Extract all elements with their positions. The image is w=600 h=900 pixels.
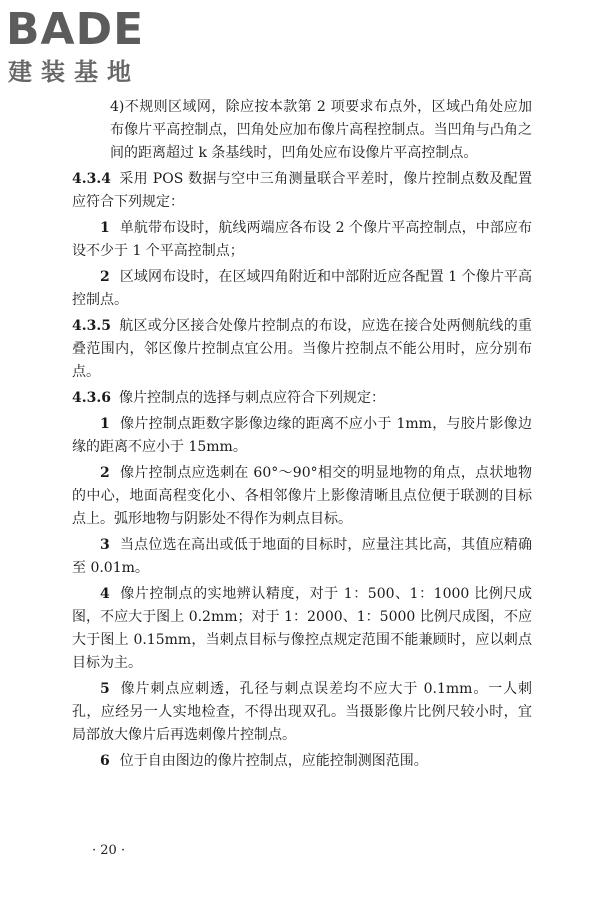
item-number: 1 bbox=[100, 416, 110, 432]
item-text: 位于自由图边的像片控制点，应能控制测图范围。 bbox=[119, 753, 428, 769]
clause-number: 4.3.5 bbox=[72, 318, 111, 334]
item-number: 5 bbox=[100, 681, 110, 697]
item-text: 像片控制点的实地辨认精度，对于 1：500、1：1000 比例尺成图，不应大于图上 0.2mm；对于 1：2000、1：5000 比例尺成图，不应大于图上 0.15mm，当刺点目标与像控点规定范围不能兼顾时，应以刺点目标为主。 bbox=[72, 586, 532, 671]
clause-4-3-5 bbox=[72, 315, 532, 384]
item-number: 2 bbox=[100, 269, 110, 285]
clause-4-3-4 bbox=[72, 168, 532, 214]
item-text: 像片控制点应选刺在 60°～90°相交的明显地物的角点，点状地物的中心，地面高程变化小、各相邻像片上影像清晰且点位便于联测的目标点上。弧形地物与阴影处不得作为刺点目标。 bbox=[72, 465, 532, 527]
item-text: 像片控制点距数字影像边缘的距离不应小于 1mm，与胶片影像边缘的距离不应小于 15mm。 bbox=[72, 416, 532, 455]
item-text: 单航带布设时，航线两端应各布设 2 个像片平高控制点，中部应布设不少于 1 个平高控制点； bbox=[72, 220, 532, 259]
clause-4-3-6-item-5 bbox=[72, 678, 532, 747]
clause-4-3-6 bbox=[72, 387, 532, 410]
clause-text: 采用 POS 数据与空中三角测量联合平差时，像片控制点数及配置应符合下列规定： bbox=[72, 171, 532, 210]
clause-4-3-6-item-3 bbox=[72, 534, 532, 580]
clause-4-3-6-item-4 bbox=[72, 583, 532, 675]
item-number: 6 bbox=[100, 753, 110, 769]
sub-item-text: 不规则区域网，除应按本款第 2 项要求布点外，区域凸角处应加布像片平高控制点，凹角处应加布像片高程控制点。当凹角与凸角之间的距离超过 k 条基线时，凹角处应布设像片平高控制点。 bbox=[110, 99, 532, 161]
clause-4-3-4-item-2 bbox=[72, 266, 532, 312]
clause-4-3-6-item-1 bbox=[72, 413, 532, 459]
brand-logo bbox=[6, 4, 176, 90]
item-text: 像片刺点应刺透，孔径与刺点误差均不应大于 0.1mm。一人刺孔，应经另一人实地检查，不得出现双孔。当摄影像片比例尺较小时，宜局部放大像片后再选刺像片控制点。 bbox=[72, 681, 532, 743]
logo-subtitle: 建装基地 bbox=[8, 58, 140, 86]
clause-text: 航区或分区接合处像片控制点的布设，应选在接合处两侧航线的重叠范围内，邻区像片控制点宜公用。当像片控制点不能公用时，应分别布点。 bbox=[72, 318, 532, 380]
document-body bbox=[72, 96, 532, 773]
sub-item-4 bbox=[72, 96, 532, 165]
item-text: 区域网布设时，在区域四角附近和中部附近应各配置 1 个像片平高控制点。 bbox=[72, 269, 532, 308]
item-number: 2 bbox=[100, 465, 110, 481]
clause-4-3-4-item-1 bbox=[72, 217, 532, 263]
logo-wordmark: BADE bbox=[6, 4, 145, 55]
clause-text: 像片控制点的选择与刺点应符合下列规定： bbox=[118, 390, 385, 406]
clause-4-3-6-item-2 bbox=[72, 462, 532, 531]
clause-4-3-6-item-6 bbox=[72, 750, 532, 773]
page-number: · 20 · bbox=[92, 843, 126, 858]
sub-item-number: 4) bbox=[110, 99, 125, 115]
item-number: 1 bbox=[100, 220, 110, 236]
item-number: 4 bbox=[100, 586, 110, 602]
item-text: 当点位选在高出或低于地面的目标时，应量注其比高，其值应精确至 0.01m。 bbox=[72, 537, 532, 576]
clause-number: 4.3.6 bbox=[72, 390, 111, 406]
item-number: 3 bbox=[100, 537, 110, 553]
clause-number: 4.3.4 bbox=[72, 171, 111, 187]
